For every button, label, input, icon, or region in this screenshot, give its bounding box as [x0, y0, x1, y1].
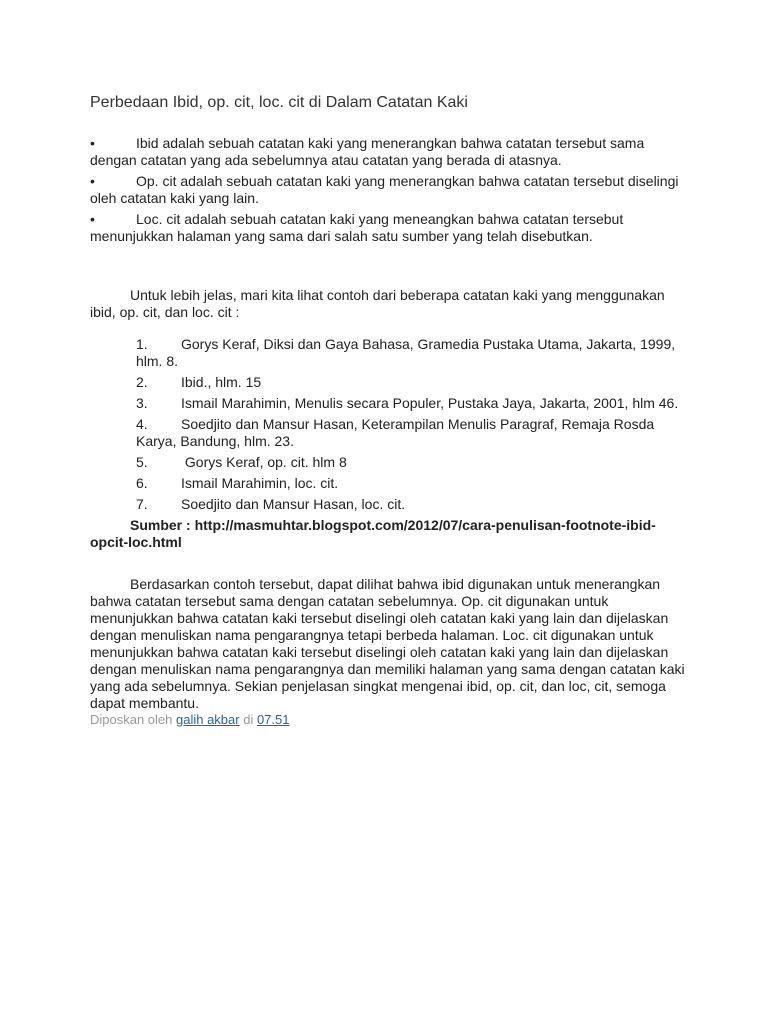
list-item: [136, 475, 690, 492]
item-number: 6.: [136, 475, 148, 491]
example-text: Ismail Marahimin, Menulis secara Populer, Pustaka Jaya, Jakarta, 2001, hlm 46.: [181, 395, 679, 411]
posted-at-label: di: [239, 712, 257, 727]
definition-text: Op. cit adalah sebuah catatan kaki yang menerangkan bahwa catatan tersebut diselingi oleh catatan kaki yang lain.: [90, 173, 679, 206]
list-item: [136, 374, 690, 391]
document-page: [90, 93, 690, 728]
list-item: [136, 454, 690, 471]
definition-list: [90, 135, 690, 245]
example-text: Ibid., hlm. 15: [181, 374, 262, 390]
item-number: 3.: [136, 395, 148, 411]
example-text: Gorys Keraf, Diksi dan Gaya Bahasa, Gramedia Pustaka Utama, Jakarta, 1999, hlm. 8.: [136, 336, 676, 369]
intro-paragraph: Untuk lebih jelas, mari kita lihat contoh dari beberapa catatan kaki yang menggunakan ibid, op. cit, dan loc. cit :: [90, 287, 665, 320]
conclusion-paragraph: Berdasarkan contoh tersebut, dapat dilihat bahwa ibid digunakan untuk menerangkan bahwa catatan tersebut sama dengan catatan sebelumnya. Op. cit digunakan untuk menunjukkan bahwa catatan kaki tersebut diselingi oleh catatan kaki yang lain dan dijelaskan dengan menuliskan nama pengarangnya tetapi berbeda halaman. Loc. cit digunakan untuk menunjukkan bahwa catatan kaki tersebut diselingi oleh catatan kaki yang lain dan dijelaskan dengan menuliskan nama pengarangnya dan memiliki halaman yang sama dengan catatan kaki yang ada sebelumnya. Sekian penjelasan singkat mengenai ibid, op. cit, dan loc, cit, semoga dapat membantu.: [90, 576, 685, 711]
list-item: [136, 496, 690, 513]
list-item: [136, 336, 690, 370]
bullet-icon: •: [90, 173, 95, 189]
list-item: [136, 416, 690, 450]
timestamp-link[interactable]: 07.51: [256, 712, 290, 727]
posted-by-label: Diposkan oleh: [90, 712, 176, 727]
source-citation: Sumber : http://masmuhtar.blogspot.com/2012/07/cara-penulisan-footnote-ibid-opcit-loc.html: [90, 517, 656, 550]
example-list: [90, 336, 690, 513]
list-item: [90, 211, 690, 245]
item-number: 1.: [136, 336, 148, 352]
list-item: [136, 395, 690, 412]
item-number: 5.: [136, 454, 148, 470]
item-number: 4.: [136, 416, 148, 432]
author-link[interactable]: galih akbar: [176, 712, 240, 727]
item-number: 7.: [136, 496, 148, 512]
bullet-icon: •: [90, 211, 95, 227]
page-title: Perbedaan Ibid, op. cit, loc. cit di Dalam Catatan Kaki: [90, 94, 468, 111]
bullet-icon: •: [90, 135, 95, 151]
example-text: Soedjito dan Mansur Hasan, Keterampilan Menulis Paragraf, Remaja Rosda Karya, Bandung, hlm. 23.: [136, 416, 655, 449]
example-text: Ismail Marahimin, loc. cit.: [181, 475, 339, 491]
item-number: 2.: [136, 374, 148, 390]
list-item: [90, 173, 690, 207]
list-item: [90, 135, 690, 169]
post-footer: [90, 712, 690, 728]
definition-text: Ibid adalah sebuah catatan kaki yang menerangkan bahwa catatan tersebut sama dengan catatan yang ada sebelumnya atau catatan yang berada di atasnya.: [90, 135, 645, 168]
example-text: Soedjito dan Mansur Hasan, loc. cit.: [181, 496, 406, 512]
example-text: Gorys Keraf, op. cit. hlm 8: [181, 454, 347, 470]
definition-text: Loc. cit adalah sebuah catatan kaki yang meneangkan bahwa catatan tersebut menunjukkan halaman yang sama dari salah satu sumber yang telah disebutkan.: [90, 211, 624, 244]
